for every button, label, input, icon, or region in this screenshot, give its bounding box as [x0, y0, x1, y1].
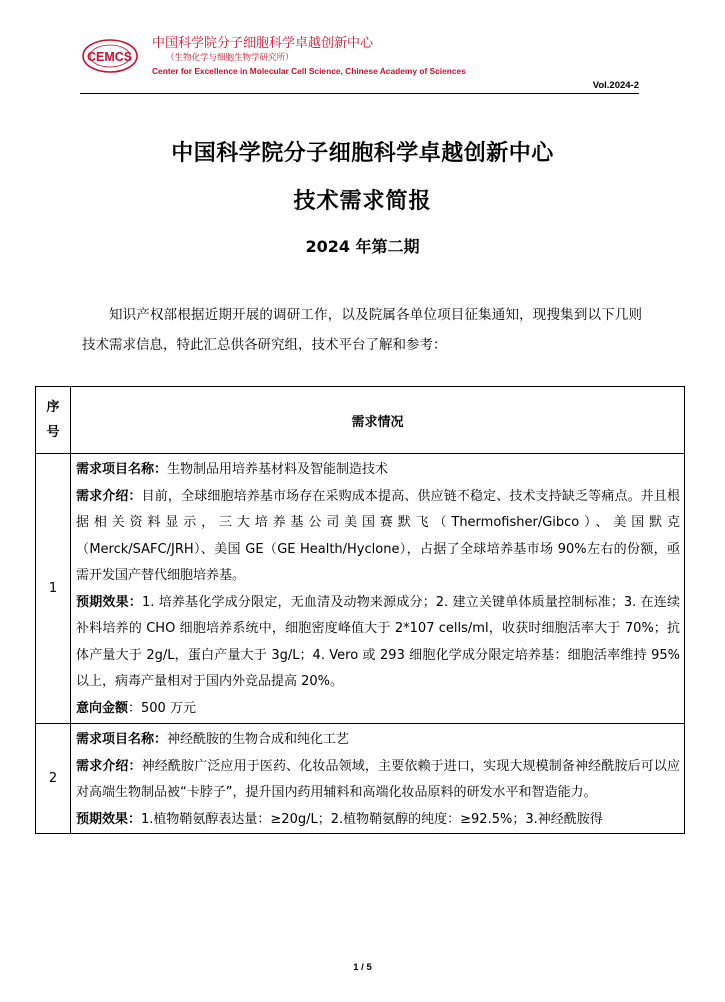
project-name-value: 生物制品用培养基材料及智能制造技术 [167, 462, 389, 477]
col-header-no-line2: 号 [46, 425, 60, 440]
project-name-value: 神经酰胺的生物合成和纯化工艺 [167, 732, 350, 747]
row-content [71, 454, 685, 724]
page-subtitle: 技术需求简报 [293, 189, 432, 214]
project-intro-value: 神经酰胺广泛应用于医药、化妆品领域，主要依赖于进口，实现大规模制备神经酰胺后可以应对高端生物制品被“卡脖子”，提升国内药用辅料和高端化妆品原料的研发水平和智造能力。 [76, 758, 680, 800]
col-header-no [36, 387, 71, 454]
issue-label: 2024 年第二期 [305, 237, 420, 256]
project-intro-label: 需求介绍： [76, 758, 142, 774]
project-effect-label: 预期效果： [76, 594, 142, 610]
org-name-cn: 中国科学院分子细胞科学卓越创新中心 [152, 36, 374, 51]
cemcs-logo [80, 34, 152, 78]
requirements-table [35, 386, 685, 834]
page-header [80, 26, 650, 86]
project-effect [76, 807, 680, 834]
logo-text: CEMCS [87, 50, 133, 64]
org-subtitle: （生物化学与细胞生物学研究所） [166, 53, 294, 63]
header-divider [80, 93, 639, 94]
project-amount-value: ：500 万元 [128, 700, 196, 716]
page-title: 中国科学院分子细胞科学卓越创新中心 [171, 141, 554, 166]
project-intro-value: 目前，全球细胞培养基市场存在采购成本提高、供应链不稳定、技术支持缺乏等痛点。并且根据相关资料显示，三大培养基公司美国赛默飞（Thermofisher/Gibco）、美国默克（Merck/SAFC/JRH）、美国 GE（GE Health/Hyclone），占据了全球培养基市场 90%左右的份额，亟需开发国产替代细胞培养基。 [76, 488, 680, 583]
project-name [76, 457, 680, 484]
project-effect-value: 1.植物鞘氨醇表达量：≥20g/L；2.植物鞘氨醇的纯度：≥92.5%；3.神经酰胺得 [141, 811, 603, 827]
intro-paragraph: 知识产权部根据近期开展的调研工作，以及院属各单位项目征集通知，现搜集到以下几则技术需求信息，特此汇总供各研究组，技术平台了解和参考： [82, 307, 642, 353]
project-effect-value: 1. 培养基化学成分限定，无血清及动物来源成分；2. 建立关键单体质量控制标准；3. 在连续补料培养的 CHO 细胞培养系统中，细胞密度峰值大于 2*107 cells/ml，收获时细胞活率大于 70%；抗体产量大于 2g/L，蛋白产量大于 3g/L；4. Vero 或 293 细胞化学成分限定培养基：细胞活率维持 95%以上，病毒产量相对于国内外竞品提高 20%。 [76, 594, 680, 689]
row-number: 2 [36, 724, 71, 834]
project-effect-label: 预期效果： [76, 811, 142, 827]
project-intro [76, 754, 680, 807]
col-header-no-line1: 序 [46, 400, 60, 415]
org-name-en: Center for Excellence in Molecular Cell Science, Chinese Academy of Sciences [152, 66, 466, 76]
project-name [76, 727, 680, 754]
project-intro-label: 需求介绍： [76, 488, 142, 504]
volume-number: Vol.2024-2 [592, 80, 639, 91]
col-header-content: 需求情况 [71, 387, 685, 454]
row-number: 1 [36, 454, 71, 724]
project-name-label: 需求项目名称： [76, 732, 168, 747]
row-content [71, 724, 685, 834]
project-effect [76, 590, 680, 696]
project-amount [76, 696, 680, 723]
page-number: 1 / 5 [353, 962, 372, 973]
project-amount-label: 意向金额 [76, 700, 129, 716]
project-intro [76, 484, 680, 590]
table-row [36, 724, 685, 834]
project-name-label: 需求项目名称： [76, 462, 168, 477]
table-row [36, 454, 685, 724]
table-header-row [36, 387, 685, 454]
